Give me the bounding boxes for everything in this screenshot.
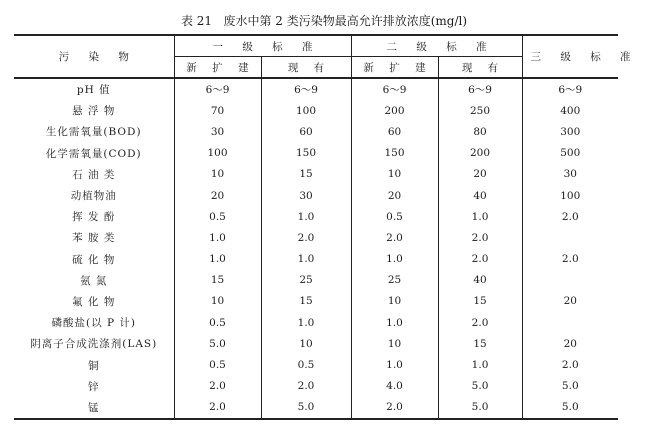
pollutant-name: 氨 氮 (80, 274, 108, 287)
grade-1-new-value: 70 (174, 100, 261, 121)
grade-2-new-value: 25 (351, 270, 438, 291)
grade-2-new-value: 60 (351, 121, 438, 142)
pollutant-name: 石 油 类 (72, 168, 116, 181)
grade-2-existing-value: 2.0 (438, 227, 522, 248)
grade-2-existing-value: 200 (438, 143, 522, 164)
grade-1-existing-value: 15 (261, 164, 351, 185)
pollutant-name: 动植物油 (70, 190, 117, 203)
grade-3-value: 2.0 (522, 249, 618, 270)
grade-2-new-value: 10 (351, 291, 438, 312)
grade-1-existing-value: 6～9 (261, 78, 351, 100)
grade-2-existing-value: 80 (438, 121, 522, 142)
table-row (14, 354, 618, 375)
header-grade-1-new: 新 扩 建 (174, 57, 261, 79)
table-row (14, 397, 618, 419)
grade-1-existing-value: 150 (261, 143, 351, 164)
grade-3-value (522, 312, 618, 333)
grade-3-value: 20 (522, 291, 618, 312)
pollutant-name: pH 值 (76, 84, 111, 97)
grade-1-new-value: 100 (174, 143, 261, 164)
grade-1-existing-value: 2.0 (261, 227, 351, 248)
table-row (14, 206, 618, 227)
table-row (14, 270, 618, 291)
grade-1-existing-value: 5.0 (261, 397, 351, 419)
pollutant-name: 铜 (88, 359, 100, 372)
grade-1-new-value: 10 (174, 291, 261, 312)
table-row (14, 312, 618, 333)
grade-2-existing-value: 1.0 (438, 206, 522, 227)
pollutant-name: 氟 化 物 (72, 295, 116, 308)
grade-1-new-value: 0.5 (174, 354, 261, 375)
pollutant-name: 阴离子合成洗涤剂(LAS) (30, 338, 158, 351)
grade-1-new-value: 1.0 (174, 249, 261, 270)
grade-2-existing-value: 40 (438, 185, 522, 206)
pollutant-name: 锰 (14, 397, 174, 419)
table-row (14, 291, 618, 312)
grade-2-existing-value: 250 (438, 100, 522, 121)
table-row (14, 185, 618, 206)
grade-2-new-value: 2.0 (351, 227, 438, 248)
header-pollutant: 污 染 物 (14, 35, 174, 78)
grade-3-value: 6～9 (522, 78, 618, 100)
grade-2-existing-value: 20 (438, 164, 522, 185)
header-grade-3: 三 级 标 准 (522, 35, 618, 78)
header-grade-2-new: 新 扩 建 (351, 57, 438, 79)
grade-2-existing-value: 1.0 (438, 354, 522, 375)
grade-3-value: 500 (522, 143, 618, 164)
grade-3-value: 5.0 (522, 397, 618, 419)
table-row (14, 164, 618, 185)
pollutant-name: 挥 发 酚 (72, 211, 116, 224)
table-row (14, 121, 618, 142)
grade-2-new-value: 6～9 (351, 78, 438, 100)
grade-2-new-value: 1.0 (351, 312, 438, 333)
pollutant-name: 悬 浮 物 (72, 105, 116, 118)
grade-2-existing-value: 40 (438, 270, 522, 291)
grade-1-existing-value: 10 (261, 333, 351, 354)
grade-1-existing-value: 1.0 (261, 249, 351, 270)
table-caption: 表 21 废水中第 2 类污染物最高允许排放浓度(mg/l) (180, 14, 468, 28)
grade-1-existing-value: 25 (261, 270, 351, 291)
grade-1-new-value: 2.0 (174, 397, 261, 419)
pollutant-name: 苯 胺 类 (72, 232, 116, 245)
grade-2-new-value: 1.0 (351, 249, 438, 270)
grade-1-new-value: 1.0 (174, 227, 261, 248)
grade-1-existing-value: 100 (261, 100, 351, 121)
grade-2-new-value: 10 (351, 164, 438, 185)
header-grade-1-existing: 现 有 (261, 57, 351, 79)
grade-1-new-value: 20 (174, 185, 261, 206)
grade-2-new-value: 2.0 (351, 397, 438, 419)
grade-1-new-value: 6～9 (174, 78, 261, 100)
grade-1-new-value: 5.0 (174, 333, 261, 354)
grade-2-new-value: 20 (351, 185, 438, 206)
grade-1-existing-value: 60 (261, 121, 351, 142)
grade-1-new-value: 15 (174, 270, 261, 291)
grade-2-existing-value: 15 (438, 333, 522, 354)
grade-2-new-value: 10 (351, 333, 438, 354)
grade-3-value: 20 (522, 333, 618, 354)
grade-2-new-value: 0.5 (351, 206, 438, 227)
grade-2-existing-value: 2.0 (438, 249, 522, 270)
discharge-standards-table (14, 34, 639, 420)
pollutant-name: 锌 (88, 380, 100, 393)
table-row (14, 100, 618, 121)
grade-2-existing-value: 5.0 (438, 376, 522, 397)
grade-1-existing-value: 15 (261, 291, 351, 312)
header-grade-2: 二 级 标 准 (351, 35, 522, 57)
grade-1-new-value: 10 (174, 164, 261, 185)
grade-1-existing-value: 0.5 (261, 354, 351, 375)
table-row (14, 78, 618, 100)
grade-2-new-value: 200 (351, 100, 438, 121)
grade-1-new-value: 0.5 (174, 312, 261, 333)
grade-2-new-value: 4.0 (351, 376, 438, 397)
table-row (14, 227, 618, 248)
header-grade-1: 一 级 标 准 (174, 35, 351, 57)
pollutant-name: 生化需氧量(BOD) (45, 126, 142, 139)
grade-3-value: 30 (522, 164, 618, 185)
grade-1-new-value: 30 (174, 121, 261, 142)
grade-3-value: 2.0 (522, 354, 618, 375)
grade-1-existing-value: 2.0 (261, 376, 351, 397)
grade-1-existing-value: 1.0 (261, 312, 351, 333)
grade-2-new-value: 1.0 (351, 354, 438, 375)
header-grade-2-existing: 现 有 (438, 57, 522, 79)
grade-2-existing-value: 5.0 (438, 397, 522, 419)
grade-3-value: 2.0 (522, 206, 618, 227)
grade-1-new-value: 2.0 (174, 376, 261, 397)
grade-1-existing-value: 30 (261, 185, 351, 206)
table-row (14, 333, 618, 354)
grade-2-existing-value: 15 (438, 291, 522, 312)
grade-3-value (522, 270, 618, 291)
pollutant-name: 磷酸盐(以 P 计) (51, 317, 136, 330)
grade-2-new-value: 150 (351, 143, 438, 164)
grade-1-new-value: 0.5 (174, 206, 261, 227)
grade-2-existing-value: 6～9 (438, 78, 522, 100)
table-row (14, 249, 618, 270)
grade-1-existing-value: 1.0 (261, 206, 351, 227)
grade-2-existing-value: 2.0 (438, 312, 522, 333)
grade-3-value: 100 (522, 185, 618, 206)
table-row (14, 376, 618, 397)
pollutant-name: 化学需氧量(COD) (45, 147, 142, 160)
grade-3-value: 300 (522, 121, 618, 142)
grade-3-value: 400 (522, 100, 618, 121)
grade-3-value: 5.0 (522, 376, 618, 397)
grade-3-value (522, 227, 618, 248)
pollutant-name: 硫 化 物 (72, 253, 116, 266)
table-row (14, 143, 618, 164)
